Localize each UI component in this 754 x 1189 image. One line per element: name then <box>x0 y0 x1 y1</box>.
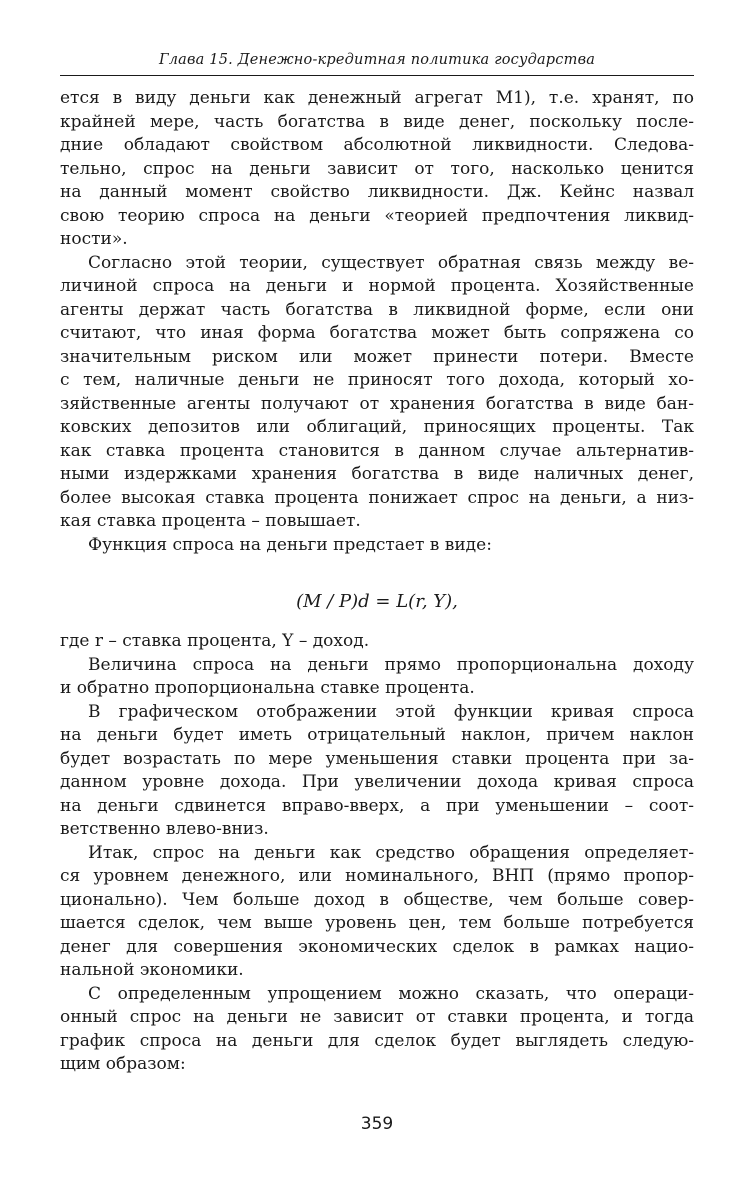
text-line: нальной экономики. <box>60 960 244 980</box>
text-line: ется в виду деньги как денежный агрегат M1), т.е. хранят, по <box>60 88 694 108</box>
text-line: на деньги будет иметь отрицательный наклон, причем наклон <box>60 725 694 745</box>
page-number: 359 <box>360 1114 394 1134</box>
text-line: С определенным упрощением можно сказать, что операци- <box>88 983 694 1004</box>
text-line: значительным риском или может принести потери. Вместе <box>60 346 694 367</box>
text-line: ными издержками хранения богатства в виде наличных денег, <box>60 464 694 484</box>
text-line: кая ставка процента – повышает. <box>60 511 361 531</box>
text-line: онный спрос на деньги не зависит от ставки процента, и тогда <box>60 1007 694 1027</box>
text-line: зяйственные агенты получают от хранения богатства в виде бан- <box>60 393 694 414</box>
text-line: шается сделок, чем выше уровень цен, тем больше потребуется <box>60 913 694 933</box>
text-line: на деньги сдвинется вправо-вверх, а при уменьшении – соот- <box>60 795 694 816</box>
header-rule <box>60 75 694 76</box>
text-line: Итак, спрос на деньги как средство обращения определяет- <box>88 842 694 863</box>
text-line: более высокая ставка процента понижает спрос на деньги, а низ- <box>60 487 694 508</box>
text-line: данном уровне дохода. При увеличении дохода кривая спроса <box>60 772 694 792</box>
text-line: считают, что иная форма богатства может быть сопряжена со <box>60 323 694 343</box>
text-line: график спроса на деньги для сделок будет выглядеть следую- <box>60 1030 694 1051</box>
text-line: как ставка процента становится в данном случае альтернатив- <box>60 440 694 461</box>
text-line: и обратно пропорциональна ставке процента. <box>60 678 475 698</box>
text-line: ционально). Чем больше доход в обществе, чем больше совер- <box>60 889 694 910</box>
text-line: денег для совершения экономических сделок в рамках нацио- <box>60 936 694 957</box>
text-line: ся уровнем денежного, или номинального, ВНП (прямо пропор- <box>60 866 694 886</box>
text-line: где r – ставка процента, Y – доход. <box>60 631 370 651</box>
text-line: дние обладают свойством абсолютной ликвидности. Следова- <box>60 135 694 155</box>
text-line: В графическом отображении этой функции кривая спроса <box>88 701 694 722</box>
running-head: Глава 15. Денежно-кредитная политика государства <box>158 52 596 68</box>
text-line: агенты держат часть богатства в ликвидной форме, если они <box>60 299 694 320</box>
text-block-bottom <box>60 630 694 1077</box>
text-block-top <box>60 87 694 557</box>
text-line: будет возрастать по мере уменьшения ставки процента при за- <box>60 748 694 769</box>
text-line: Функция спроса на деньги предстает в виде: <box>88 534 492 555</box>
text-line: с тем, наличные деньги не приносят того дохода, который хо- <box>60 370 694 390</box>
text-line: свою теорию спроса на деньги «теорией предпочтения ликвид- <box>60 205 694 226</box>
text-line: Согласно этой теории, существует обратная связь между ве- <box>88 252 694 273</box>
text-line: ковских депозитов или облигаций, приносящих проценты. Так <box>60 417 694 437</box>
text-line: личиной спроса на деньги и нормой процента. Хозяйственные <box>60 276 694 296</box>
text-line: Величина спроса на деньги прямо пропорциональна доходу <box>88 654 694 675</box>
text-line: щим образом: <box>60 1054 186 1074</box>
text-line: ности». <box>60 229 128 249</box>
text-line: на данный момент свойство ликвидности. Дж. Кейнс назвал <box>60 182 694 202</box>
money-demand-formula: (M / P)d = L(r, Y), <box>296 591 458 612</box>
text-line: крайней мере, часть богатства в виде денег, поскольку после- <box>60 111 694 132</box>
text-line: ветственно влево-вниз. <box>60 819 269 839</box>
text-line: тельно, спрос на деньги зависит от того, насколько ценится <box>60 158 694 179</box>
